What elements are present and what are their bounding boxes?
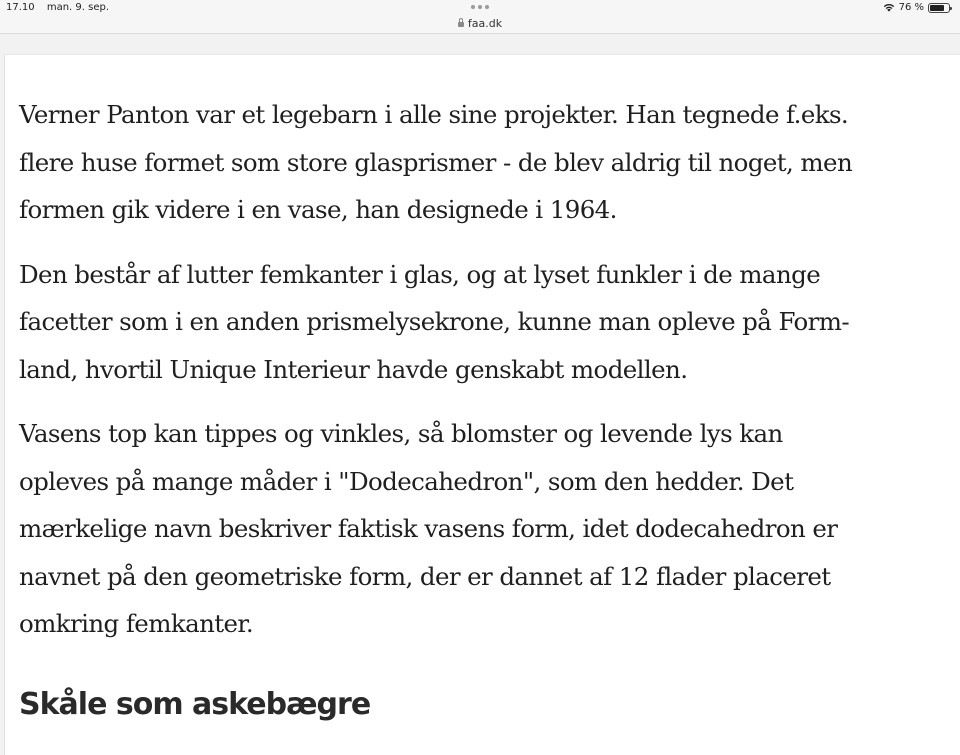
more-dots-icon[interactable] [471, 5, 489, 9]
text-line: facetter som i en anden prismelysekrone, kunne man opleve på Form- [19, 307, 850, 336]
status-bar [0, 0, 960, 34]
address-bar[interactable] [0, 17, 960, 30]
url-text: faa.dk [467, 17, 503, 30]
lock-icon [458, 22, 464, 27]
text-line: Den består af lutter femkanter i glas, og at lyset funkler i de mange [19, 259, 821, 289]
section-heading: Skåle som askebægre [19, 687, 371, 722]
wifi-icon [883, 3, 895, 12]
article-body [19, 91, 960, 665]
text-line: formen gik videre i en vase, han designede i 1964. [19, 195, 617, 224]
status-time-date [6, 2, 118, 13]
battery-percent: 76 % [898, 2, 924, 13]
battery-level [930, 5, 944, 11]
text-line: Vasens top kan tippes og vinkles, så blomster og levende lys kan [19, 419, 783, 448]
text-line: land, hvortil Unique Interieur havde genskabt modellen. [19, 354, 688, 384]
status-right [883, 2, 950, 13]
status-time: 17.10 [6, 2, 35, 13]
battery-icon [928, 3, 950, 13]
text-line: flere huse formet som store glasprismer - de blev aldrig til noget, men [19, 147, 853, 177]
paragraph-1 [19, 91, 960, 234]
article-content [4, 54, 960, 755]
paragraph-3 [19, 410, 960, 648]
status-date: man. 9. sep. [46, 2, 110, 13]
text-line: mærkelige navn beskriver faktisk vasens form, idet dodecahedron er [19, 514, 838, 543]
text-line: opleves på mange måder i "Dodecahedron", som den hedder. Det [19, 466, 794, 496]
text-line: omkring femkanter. [19, 609, 254, 638]
text-line: Verner Panton var et legebarn i alle sine projekter. Han tegnede f.eks. [19, 100, 849, 129]
paragraph-2 [19, 251, 960, 394]
text-line: navnet på den geometriske form, der er dannet af 12 flader placeret [19, 561, 831, 591]
